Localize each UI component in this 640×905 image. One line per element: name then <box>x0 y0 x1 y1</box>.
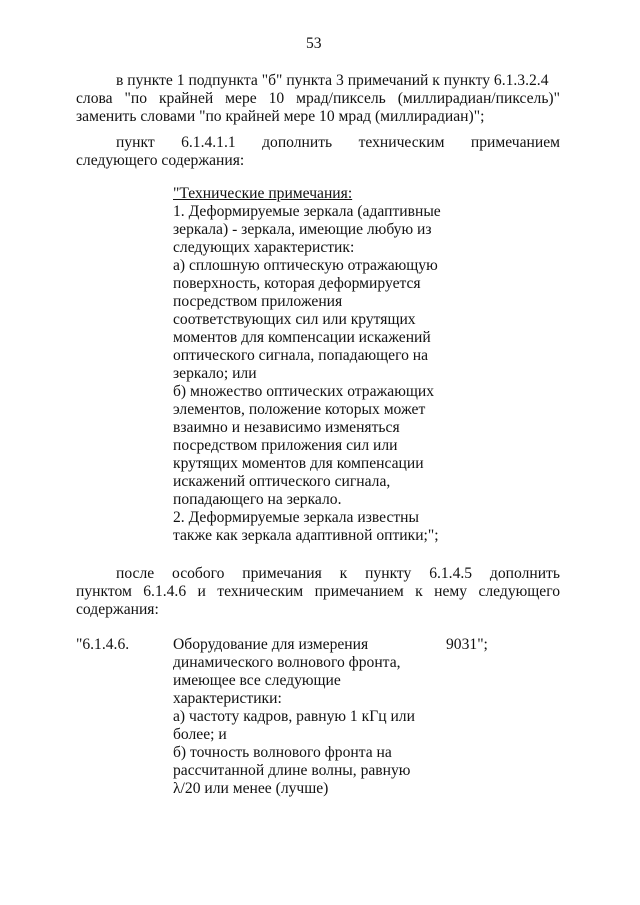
notes-line: искажений оптического сигнала, <box>173 473 391 490</box>
notes-title: "Технические примечания: <box>173 185 353 202</box>
notes-line: попадающего на зеркало. <box>173 491 342 508</box>
notes-line: б) множество оптических отражающих <box>173 383 435 400</box>
page-number: 53 <box>306 35 322 52</box>
entry-line: характеристики: <box>173 690 282 707</box>
para2-line-1: пункт 6.1.4.1.1 дополнить техническим примечанием <box>116 134 560 151</box>
entry-line: динамического волнового фронта, <box>173 654 401 671</box>
notes-line: 2. Деформируемые зеркала известны <box>173 509 419 526</box>
para2-line-2: следующего содержания: <box>76 152 245 169</box>
para1-line-2: слова "по крайней мере 10 мрад/пиксель (миллирадиан/пиксель)" <box>76 90 560 107</box>
notes-line: крутящих моментов для компенсации <box>173 455 424 472</box>
notes-line: зеркало; или <box>173 365 257 382</box>
para1-line-1: в пункте 1 подпункта "б" пункта 3 примечаний к пункту 6.1.3.2.4 <box>116 72 549 89</box>
notes-line: а) сплошную оптическую отражающую <box>173 257 438 274</box>
notes-line: следующих характеристик: <box>173 239 355 256</box>
entry-code: 9031"; <box>446 636 488 653</box>
para3-line-3: содержания: <box>76 601 159 618</box>
notes-line: элементов, положение которых может <box>173 401 426 418</box>
notes-line: взаимно и независимо изменяться <box>173 419 400 436</box>
entry-number: "6.1.4.6. <box>76 636 130 653</box>
entry-line: более; и <box>173 726 227 743</box>
para1-line-3: заменить словами "по крайней мере 10 мрад (миллирадиан)"; <box>76 108 485 125</box>
notes-line: моментов для компенсации искажений <box>173 329 431 346</box>
notes-line: оптического сигнала, попадающего на <box>173 347 429 364</box>
entry-line: а) частоту кадров, равную 1 кГц или <box>173 708 415 725</box>
notes-line: соответствующих сил или крутящих <box>173 311 416 328</box>
entry-line: рассчитанной длине волны, равную <box>173 762 411 779</box>
para3-line-1: после особого примечания к пункту 6.1.4.5 дополнить <box>116 565 560 582</box>
notes-line: зеркала) - зеркала, имеющие любую из <box>173 221 432 238</box>
entry-line: λ/20 или менее (лучше) <box>173 780 329 797</box>
notes-line: посредством приложения <box>173 293 343 310</box>
notes-line: 1. Деформируемые зеркала (адаптивные <box>173 203 441 220</box>
notes-line: также как зеркала адаптивной оптики;"; <box>173 527 439 544</box>
entry-line: имеющее все следующие <box>173 672 341 689</box>
entry-line: б) точность волнового фронта на <box>173 744 392 761</box>
entry-line: Оборудование для измерения <box>173 636 369 653</box>
notes-line: посредством приложения сил или <box>173 437 398 454</box>
para3-line-2: пунктом 6.1.4.6 и техническим примечанием к нему следующего <box>76 583 560 600</box>
notes-line: поверхность, которая деформируется <box>173 275 421 292</box>
